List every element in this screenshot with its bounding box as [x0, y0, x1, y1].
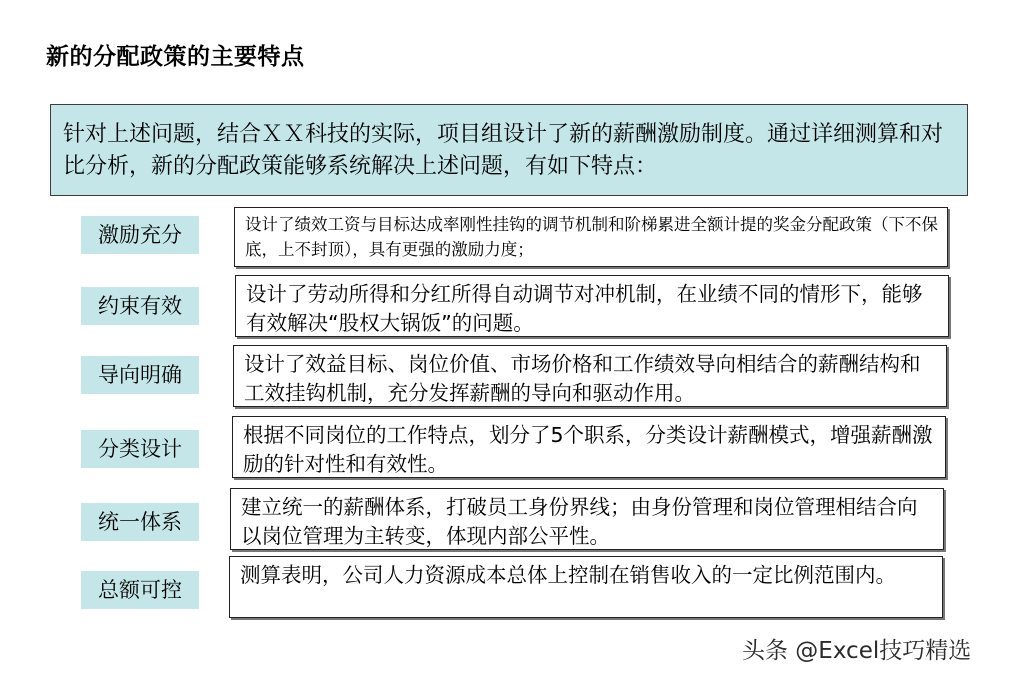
page-title: 新的分配政策的主要特点 [46, 43, 305, 70]
feature-desc-guidance: 设计了效益目标、岗位价值、市场价格和工作绩效导向相结合的薪酬结构和工效挂钩机制，充分发挥薪酬的导向和驱动作用。 [233, 345, 947, 407]
feature-tag-classification: 分类设计 [81, 430, 199, 468]
feature-desc-classification: 根据不同岗位的工作特点，划分了5个职系，分类设计薪酬模式，增强薪酬激励的针对性和有效性。 [232, 416, 946, 478]
watermark: 头条 @Excel技巧精选 [742, 638, 972, 664]
feature-desc-constraint: 设计了劳动所得和分红所得自动调节对冲机制，在业绩不同的情形下，能够有效解决“股权大锅饭”的问题。 [235, 275, 949, 337]
feature-desc-unified: 建立统一的薪酬体系，打破员工身份界线；由身份管理和岗位管理相结合向以岗位管理为主转变，体现内部公平性。 [230, 488, 944, 550]
feature-desc-incentive: 设计了绩效工资与目标达成率刚性挂钩的调节机制和阶梯累进全额计提的奖金分配政策（下不保底，上不封顶），具有更强的激励力度； [234, 207, 948, 267]
feature-tag-unified: 统一体系 [81, 503, 199, 541]
feature-tag-constraint: 约束有效 [81, 287, 199, 325]
feature-tag-total-control: 总额可控 [81, 571, 199, 609]
intro-box: 针对上述问题，结合ＸＸ科技的实际，项目组设计了新的薪酬激励制度。通过详细测算和对比分析，新的分配政策能够系统解决上述问题，有如下特点： [50, 104, 968, 196]
feature-tag-incentive: 激励充分 [81, 216, 199, 254]
feature-desc-total-control: 测算表明，公司人力资源成本总体上控制在销售收入的一定比例范围内。 [229, 556, 943, 618]
feature-tag-guidance: 导向明确 [81, 356, 199, 394]
